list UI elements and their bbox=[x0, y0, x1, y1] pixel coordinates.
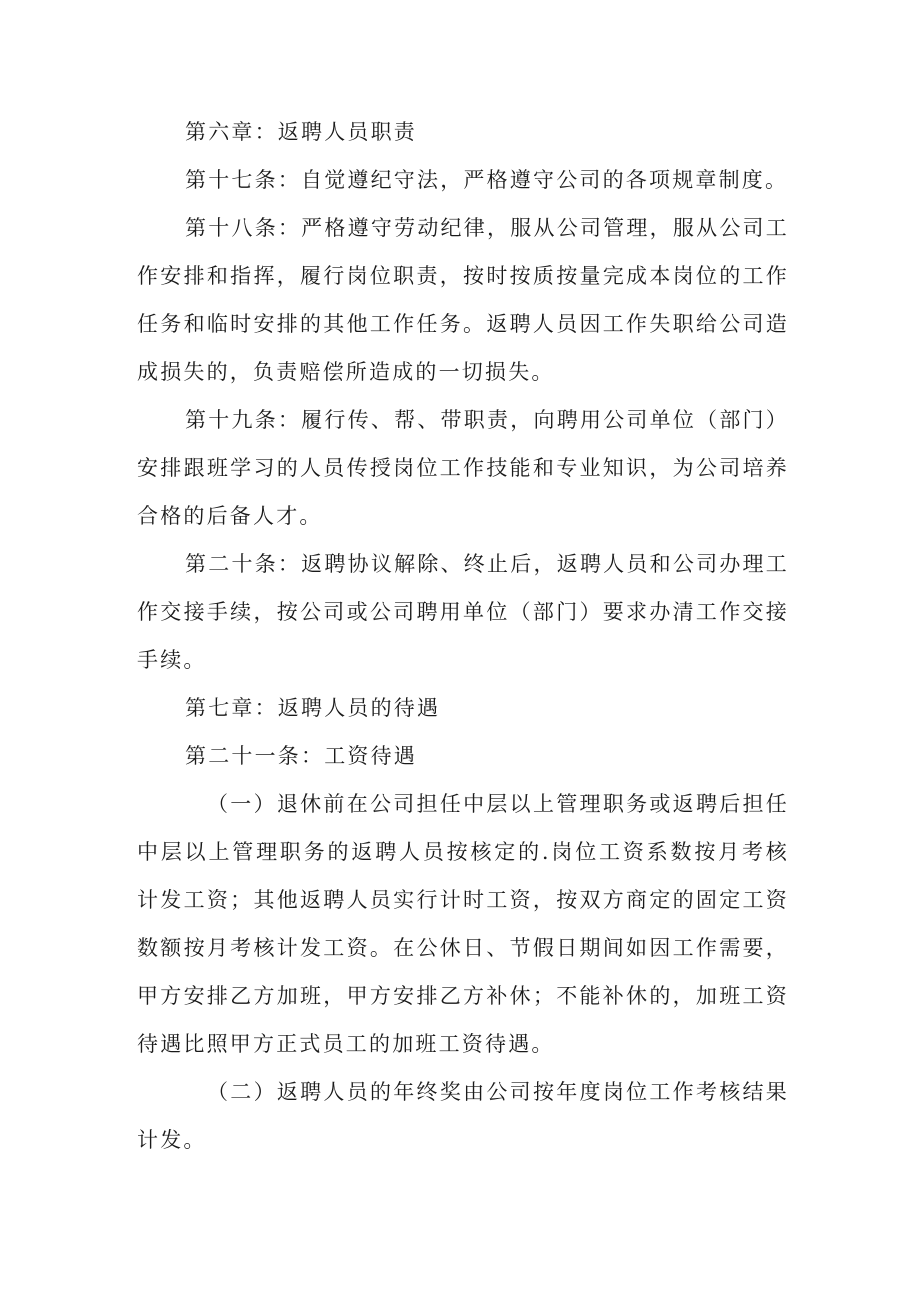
article-20: 第二十条：返聘协议解除、终止后，返聘人员和公司办理工作交接手续，按公司或公司聘用单位（部门）要求办清工作交接手续。 bbox=[137, 552, 789, 672]
article-21-item-1: （一）退休前在公司担任中层以上管理职务或返聘后担任中层以上管理职务的返聘人员按核定的.岗位工资系数按月考核计发工资；其他返聘人员实行计时工资，按双方商定的固定工资数额按月考核计发工资。在公休日、节假日期间如因工作需要，甲方安排乙方加班，甲方安排乙方补休；不能补休的，加班工资待遇比照甲方正式员工的加班工资待遇。 bbox=[137, 792, 789, 1056]
chapter-6-heading: 第六章：返聘人员职责 bbox=[185, 120, 417, 144]
document-body bbox=[137, 108, 789, 1164]
chapter-7-heading: 第七章：返聘人员的待遇 bbox=[185, 696, 441, 720]
article-19: 第十九条：履行传、帮、带职责，向聘用公司单位（部门）安排跟班学习的人员传授岗位工作技能和专业知识，为公司培养合格的后备人才。 bbox=[137, 408, 789, 528]
article-21: 第二十一条：工资待遇 bbox=[185, 744, 417, 768]
article-18: 第十八条：严格遵守劳动纪律，服从公司管理，服从公司工作安排和指挥，履行岗位职责，按时按质按量完成本岗位的工作任务和临时安排的其他工作任务。返聘人员因工作失职给公司造成损失的，负责赔偿所造成的一切损失。 bbox=[137, 216, 789, 384]
article-21-item-2: （二）返聘人员的年终奖由公司按年度岗位工作考核结果计发。 bbox=[137, 1080, 789, 1152]
article-17: 第十七条：自觉遵纪守法，严格遵守公司的各项规章制度。 bbox=[185, 168, 789, 192]
